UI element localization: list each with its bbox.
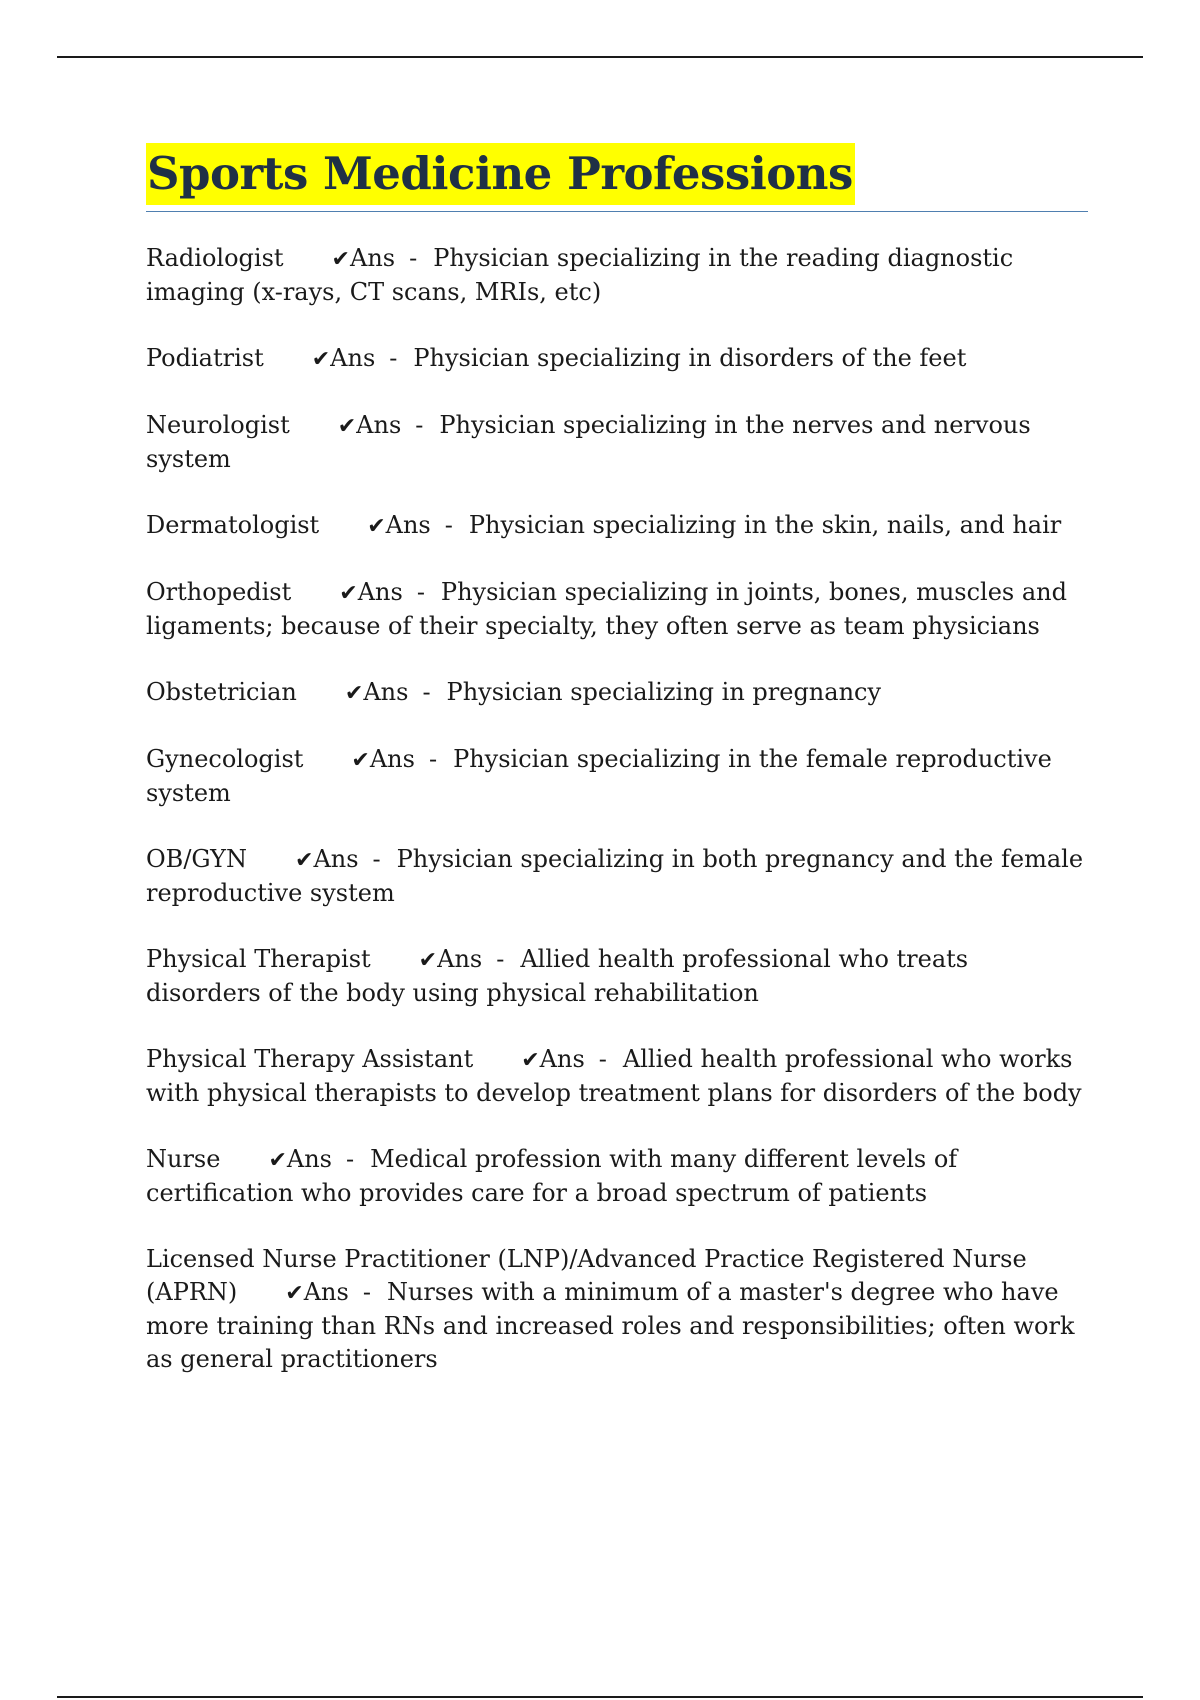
check-mark-icon: ✔ (344, 681, 364, 706)
answer-marker: Ans (303, 1278, 349, 1306)
check-mark-icon: ✔ (331, 247, 350, 272)
check-mark-icon: ✔ (418, 948, 438, 973)
definition: Allied health professional who works with physical therapists to develop treatment plans for disorders of the body (146, 1045, 1082, 1107)
page-title: Sports Medicine Professions (146, 143, 855, 205)
term: Podiatrist (146, 344, 264, 372)
answer-separator: - (598, 1045, 607, 1073)
check-mark-icon: ✔ (339, 581, 358, 606)
definition: Physician specializing in the female reproductive system (146, 745, 1052, 807)
flashcard-entry (146, 676, 1088, 710)
check-mark-icon: ✔ (311, 347, 331, 372)
answer-marker: Ans (349, 244, 396, 272)
flashcard-entry (146, 843, 1088, 910)
definition: Physician specializing in the skin, nails, and hair (468, 511, 1062, 539)
definition: Nurses with a minimum of a master's degree who have more training than RNs and increased roles and responsibilities; often work as general practitioners (146, 1278, 1075, 1373)
definition: Physician specializing in the reading diagnostic imaging (x-rays, CT scans, MRIs, etc) (146, 244, 1014, 306)
definition: Physician specializing in both pregnancy and the female reproductive system (146, 845, 1084, 907)
document-body (146, 143, 1088, 1409)
flashcard-entry (146, 409, 1088, 476)
flashcard-entry (146, 943, 1088, 1010)
answer-separator: - (362, 1278, 371, 1306)
check-mark-icon: ✔ (337, 414, 357, 439)
check-mark-icon: ✔ (295, 848, 314, 873)
answer-separator: - (416, 578, 425, 606)
term: Licensed Nurse Practitioner (LNP)/Advanced Practice Registered Nurse (APRN) (146, 1245, 1027, 1306)
top-rule (57, 56, 1143, 58)
flashcard-entry (146, 1243, 1088, 1376)
answer-separator: - (415, 411, 424, 439)
check-mark-icon: ✔ (367, 514, 386, 539)
definition: Physician specializing in pregnancy (446, 678, 882, 706)
bottom-rule (57, 1696, 1143, 1698)
check-mark-icon: ✔ (268, 1148, 287, 1173)
answer-marker: Ans (363, 678, 409, 706)
definition: Medical profession with many different levels of certification who provides care for a broad spectrum of patients (146, 1145, 958, 1207)
flashcard-entry (146, 576, 1088, 643)
answer-marker: Ans (385, 511, 431, 539)
answer-marker: Ans (357, 578, 403, 606)
title-block (146, 143, 1088, 212)
term: Radiologist (146, 244, 284, 272)
answer-separator: - (409, 244, 418, 272)
definition: Physician specializing in the nerves and nervous system (146, 411, 1031, 473)
term: Dermatologist (146, 511, 320, 539)
check-mark-icon: ✔ (285, 1281, 304, 1306)
definition: Allied health professional who treats disorders of the body using physical rehabilitation (146, 945, 969, 1007)
answer-marker: Ans (330, 344, 376, 372)
answer-marker: Ans (313, 845, 359, 873)
flashcard-entry (146, 743, 1088, 810)
answer-marker: Ans (539, 1045, 585, 1073)
answer-separator: - (346, 1145, 355, 1173)
term: Gynecologist (146, 745, 304, 773)
answer-marker: Ans (369, 745, 415, 773)
flashcard-entry (146, 242, 1088, 309)
term: Physical Therapy Assistant (146, 1045, 474, 1073)
flashcard-entry (146, 1043, 1088, 1110)
term: Physical Therapist (146, 945, 371, 973)
flashcard-entry (146, 1143, 1088, 1210)
answer-separator: - (372, 845, 381, 873)
check-mark-icon: ✔ (351, 748, 370, 773)
term: Neurologist (146, 411, 290, 439)
answer-separator: - (389, 344, 398, 372)
answer-marker: Ans (437, 945, 483, 973)
answer-marker: Ans (356, 411, 402, 439)
definition: Physician specializing in disorders of the feet (413, 344, 967, 372)
term: OB/GYN (146, 845, 247, 873)
term: Nurse (146, 1145, 221, 1173)
term: Orthopedist (146, 578, 292, 606)
answer-separator: - (496, 945, 505, 973)
term: Obstetrician (146, 678, 297, 706)
answer-separator: - (428, 745, 438, 773)
flashcard-entry (146, 342, 1088, 376)
answer-separator: - (444, 511, 453, 539)
flashcard-entry (146, 509, 1088, 543)
definition: Physician specializing in joints, bones, muscles and ligaments; because of their specialty, they often serve as team physicians (146, 578, 1067, 640)
check-mark-icon: ✔ (521, 1048, 540, 1073)
answer-marker: Ans (286, 1145, 332, 1173)
answer-separator: - (422, 678, 431, 706)
